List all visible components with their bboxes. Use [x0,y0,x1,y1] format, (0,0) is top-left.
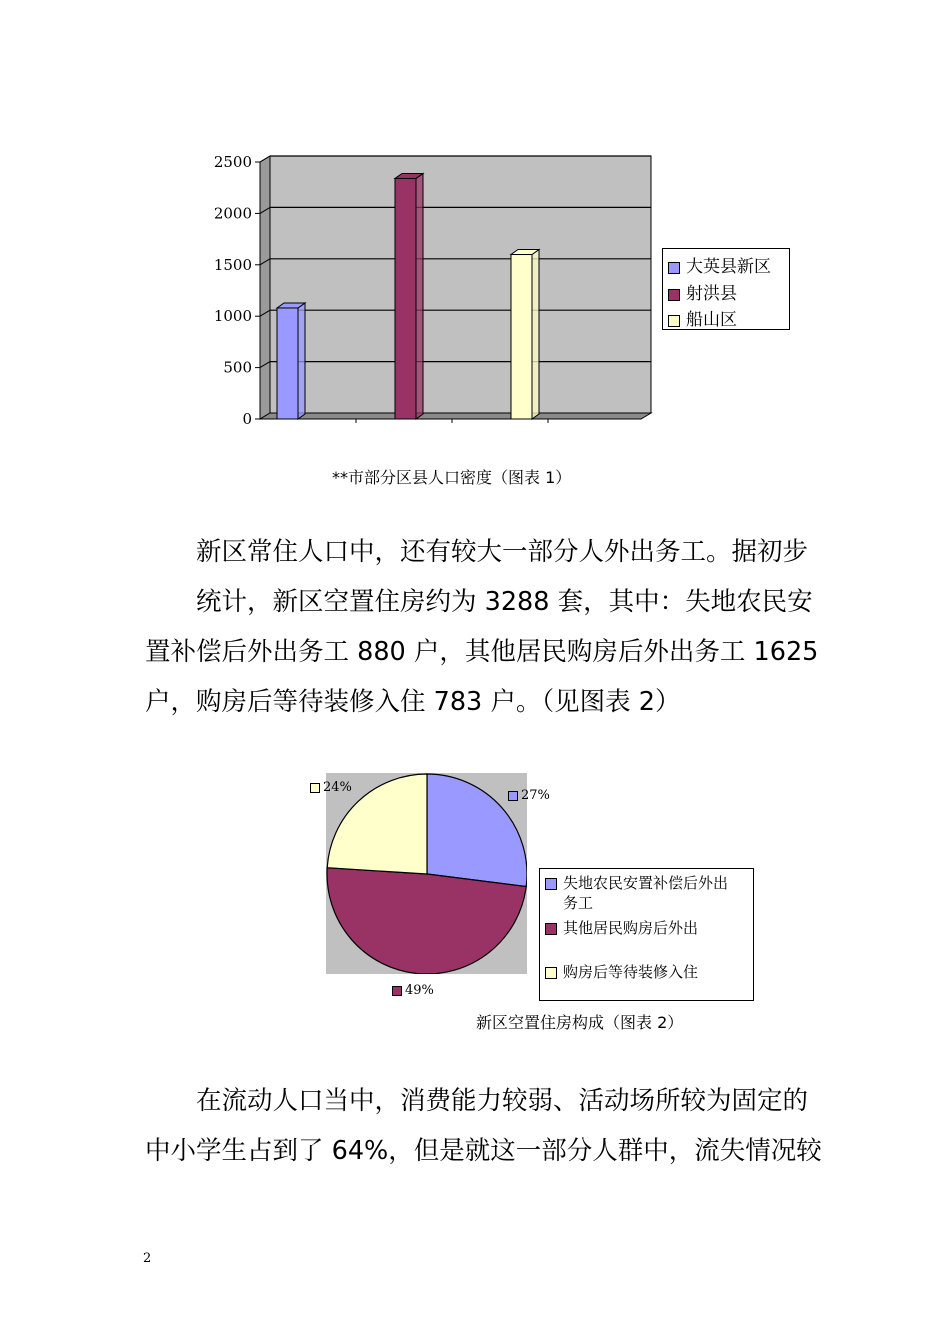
pie-value-label: 24% [323,780,352,795]
legend-swatch [668,262,680,274]
x-axis-ticks [356,419,548,423]
legend-item-dayingxian [668,252,771,277]
bar-front [395,178,416,419]
paragraph-line: 在流动人口当中，消费能力较弱、活动场所较为固定的 [196,1086,809,1116]
label-swatch [508,791,518,801]
bar [395,173,423,419]
paragraph-line: 户，购房后等待装修入住 783 户。（见图表 2） [145,687,681,717]
paragraph-line: 统计，新区空置住房约为 3288 套，其中：失地农民安 [196,587,813,617]
legend-label: 射洪县 [686,284,737,304]
y-tick-label: 0 [242,410,252,428]
paragraph-line: 中小学生占到了 64%，但是就这一部分人群中，流失情况较 [145,1136,822,1166]
legend-item-chuanshanqu [668,305,737,330]
plot-side-wall [260,156,270,419]
legend-item-shidinongmin [545,873,728,913]
y-tick-label: 1500 [213,255,252,274]
legend-item-qitajumin [545,917,698,938]
y-tick-label: 500 [223,358,252,377]
label-swatch [392,986,402,996]
legend-label: 购房后等待装修入住 [563,963,699,981]
pie-chart [326,773,527,974]
legend-label: 大英县新区 [686,257,771,277]
chart1-caption: **市部分区县人口密度（图表 1） [332,468,572,487]
y-tick-label: 1000 [213,307,252,326]
legend-item-goufanghou [545,961,698,982]
legend-swatch [545,923,557,935]
bar-side [416,173,423,419]
legend-swatch [545,878,557,890]
y-axis-ticks [214,153,260,428]
page-number: 2 [143,1251,152,1266]
pie-label-27 [508,788,550,803]
paragraph-line: 置补偿后外出务工 880 户，其他居民购房后外出务工 1625 [145,637,819,667]
bar-side [532,250,539,419]
bar-front [511,255,532,419]
paragraph-1 [145,527,825,727]
pie-slices [327,774,527,974]
bar-front [277,308,298,419]
pie-chart-legend [539,868,754,1001]
pie-label-49 [392,983,434,998]
paragraph-2 [145,1076,825,1176]
legend-swatch [668,315,680,327]
pie-value-label: 27% [521,788,550,803]
legend-swatch [668,289,680,301]
legend-swatch [545,967,557,979]
pie-slice [327,868,526,974]
bar-side [298,303,305,419]
y-tick-label: 2000 [213,204,252,223]
legend-label-wrap: 务工 [563,894,594,912]
bar [511,250,539,419]
label-swatch [310,783,320,793]
plot-back-wall [270,156,651,413]
legend-label: 船山区 [686,310,737,330]
chart2-caption: 新区空置住房构成（图表 2） [476,1013,684,1032]
legend-label: 失地农民安置补偿后外出 [563,874,729,892]
bar-chart [200,145,670,435]
plot-floor [260,413,651,419]
paragraph-line: 新区常住人口中，还有较大一部分人外出务工。据初步 [196,537,809,567]
pie-value-label: 49% [405,983,434,998]
legend-item-shehongxian [668,279,737,304]
pie-label-24 [310,780,352,795]
legend-label: 其他居民购房后外出 [563,919,699,937]
bar [277,303,305,419]
y-tick-label: 2500 [213,153,252,171]
bar-chart-legend [662,248,790,330]
